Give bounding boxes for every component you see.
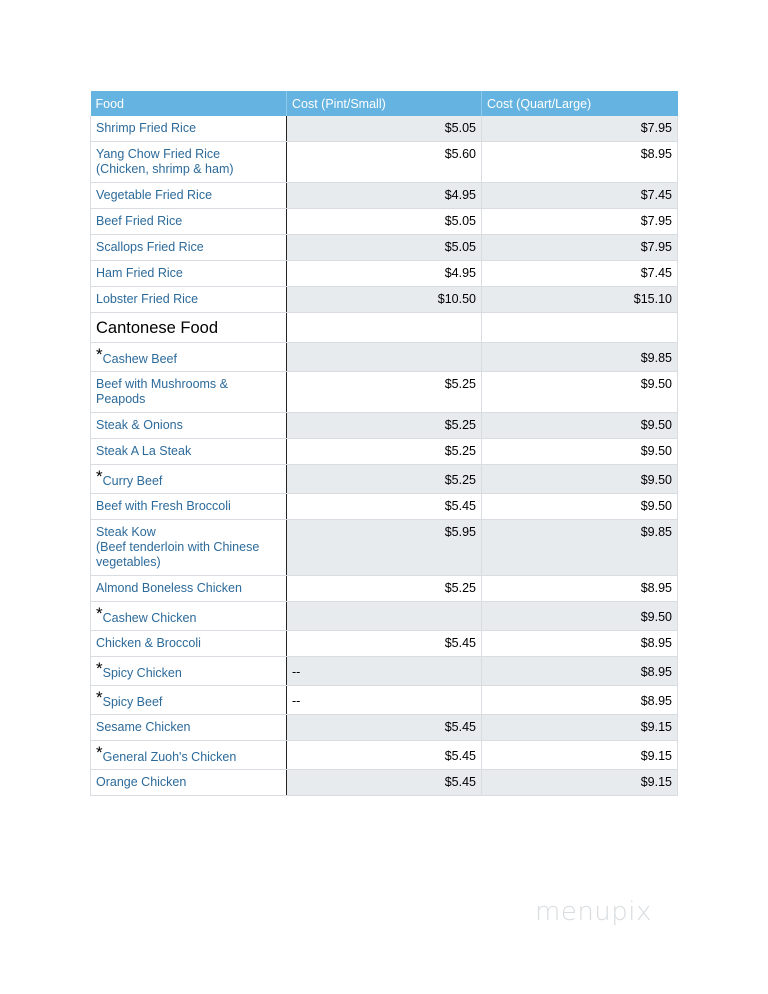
food-name	[91, 494, 287, 520]
table-row	[91, 494, 678, 520]
food-name-text: Cashew Beef	[102, 352, 177, 366]
price-small: $5.45	[287, 631, 482, 657]
price-small: $5.25	[287, 576, 482, 602]
section-row	[91, 313, 678, 343]
table-row	[91, 686, 678, 715]
food-name	[91, 715, 287, 741]
table-row	[91, 413, 678, 439]
food-name-text: Spicy Chicken	[102, 666, 182, 680]
price-small: $5.45	[287, 770, 482, 796]
price-small: $4.95	[287, 261, 482, 287]
price-small	[287, 602, 482, 631]
price-small: $5.25	[287, 439, 482, 465]
price-small: $5.45	[287, 494, 482, 520]
food-name	[91, 576, 287, 602]
header-food: Food	[91, 91, 287, 116]
table-row	[91, 235, 678, 261]
food-name-text: Chicken & Broccoli	[96, 636, 201, 650]
price-large: $7.95	[482, 235, 678, 261]
food-name	[91, 235, 287, 261]
spicy-star-icon: *	[96, 688, 103, 707]
table-row	[91, 770, 678, 796]
price-small	[287, 343, 482, 372]
food-name	[91, 770, 287, 796]
price-large: $15.10	[482, 287, 678, 313]
table-row	[91, 439, 678, 465]
price-small: $5.60	[287, 142, 482, 183]
price-large: $9.50	[482, 465, 678, 494]
price-large: $9.85	[482, 343, 678, 372]
price-large: $9.15	[482, 715, 678, 741]
food-name	[91, 741, 287, 770]
section-title	[91, 313, 287, 343]
table-row	[91, 520, 678, 576]
table-row	[91, 287, 678, 313]
food-name-text: Curry Beef	[102, 474, 163, 488]
food-name	[91, 520, 287, 576]
table-row	[91, 343, 678, 372]
food-name-text: Orange Chicken	[96, 775, 187, 789]
food-name-text: Ham Fried Rice	[96, 266, 183, 280]
food-name-text: Shrimp Fried Rice	[96, 121, 197, 135]
price-small: $5.25	[287, 465, 482, 494]
price-large: $7.95	[482, 116, 678, 142]
price-large: $8.95	[482, 142, 678, 183]
price-small: $5.45	[287, 741, 482, 770]
food-name	[91, 183, 287, 209]
price-small: --	[287, 657, 482, 686]
table-row	[91, 631, 678, 657]
food-name	[91, 343, 287, 372]
price-large: $9.50	[482, 602, 678, 631]
food-name-text: Spicy Beef	[102, 695, 163, 709]
food-name	[91, 413, 287, 439]
food-name-text: Steak Kow (Beef tenderloin with Chinese vegetables)	[96, 525, 260, 569]
price-small: --	[287, 686, 482, 715]
table-row	[91, 116, 678, 142]
food-name-text: Almond Boneless Chicken	[96, 581, 242, 595]
food-name	[91, 439, 287, 465]
spicy-star-icon: *	[96, 659, 103, 678]
food-name-text: Cashew Chicken	[102, 611, 197, 625]
price-small: $10.50	[287, 287, 482, 313]
price-small: $5.95	[287, 520, 482, 576]
table-row	[91, 576, 678, 602]
header-row	[91, 91, 678, 116]
food-name-text: Steak A La Steak	[96, 444, 192, 458]
table-row	[91, 209, 678, 235]
food-name-text: General Zuoh's Chicken	[102, 750, 237, 764]
watermark-logo: menupix	[535, 897, 652, 927]
table-row	[91, 715, 678, 741]
price-large: $9.50	[482, 413, 678, 439]
food-name	[91, 372, 287, 413]
price-large: $7.45	[482, 261, 678, 287]
price-small: $5.05	[287, 209, 482, 235]
price-large: $9.50	[482, 494, 678, 520]
food-name	[91, 686, 287, 715]
price-large: $7.45	[482, 183, 678, 209]
spicy-star-icon: *	[96, 604, 103, 623]
price-small: $5.45	[287, 715, 482, 741]
price-large: $9.15	[482, 741, 678, 770]
menu-table	[90, 91, 678, 796]
price-large: $8.95	[482, 631, 678, 657]
price-small: $5.05	[287, 235, 482, 261]
price-small: $4.95	[287, 183, 482, 209]
food-name-text: Beef with Mushrooms & Peapods	[96, 377, 228, 406]
section-title-text: Cantonese Food	[96, 319, 219, 337]
table-row	[91, 261, 678, 287]
food-name	[91, 261, 287, 287]
food-name-text: Beef with Fresh Broccoli	[96, 499, 231, 513]
food-name	[91, 465, 287, 494]
food-name-text: Scallops Fried Rice	[96, 240, 204, 254]
price-large: $9.15	[482, 770, 678, 796]
price-small: $5.05	[287, 116, 482, 142]
price-small: $5.25	[287, 413, 482, 439]
food-name	[91, 631, 287, 657]
food-name-text: Steak & Onions	[96, 418, 183, 432]
food-name	[91, 602, 287, 631]
food-name-text: Vegetable Fried Rice	[96, 188, 213, 202]
price-small: $5.25	[287, 372, 482, 413]
food-name	[91, 116, 287, 142]
spicy-star-icon: *	[96, 743, 103, 762]
table-row	[91, 372, 678, 413]
price-large: $8.95	[482, 686, 678, 715]
price-large: $8.95	[482, 657, 678, 686]
header-cost-small: Cost (Pint/Small)	[287, 91, 482, 116]
price-large: $7.95	[482, 209, 678, 235]
food-name-text: Beef Fried Rice	[96, 214, 183, 228]
spicy-star-icon: *	[96, 467, 103, 486]
price-large: $9.85	[482, 520, 678, 576]
food-name	[91, 209, 287, 235]
price-large	[482, 313, 678, 343]
table-row	[91, 741, 678, 770]
spicy-star-icon: *	[96, 345, 103, 364]
table-row	[91, 142, 678, 183]
food-name	[91, 657, 287, 686]
table-row	[91, 657, 678, 686]
food-name	[91, 287, 287, 313]
food-name-text: Yang Chow Fried Rice (Chicken, shrimp & ham)	[96, 147, 234, 176]
price-large: $8.95	[482, 576, 678, 602]
price-large: $9.50	[482, 372, 678, 413]
price-small	[287, 313, 482, 343]
menu-body	[91, 116, 678, 796]
food-name-text: Lobster Fried Rice	[96, 292, 199, 306]
food-name-text: Sesame Chicken	[96, 720, 191, 734]
table-row	[91, 183, 678, 209]
price-large: $9.50	[482, 439, 678, 465]
table-row	[91, 602, 678, 631]
food-name	[91, 142, 287, 183]
header-cost-large: Cost (Quart/Large)	[482, 91, 678, 116]
table-row	[91, 465, 678, 494]
